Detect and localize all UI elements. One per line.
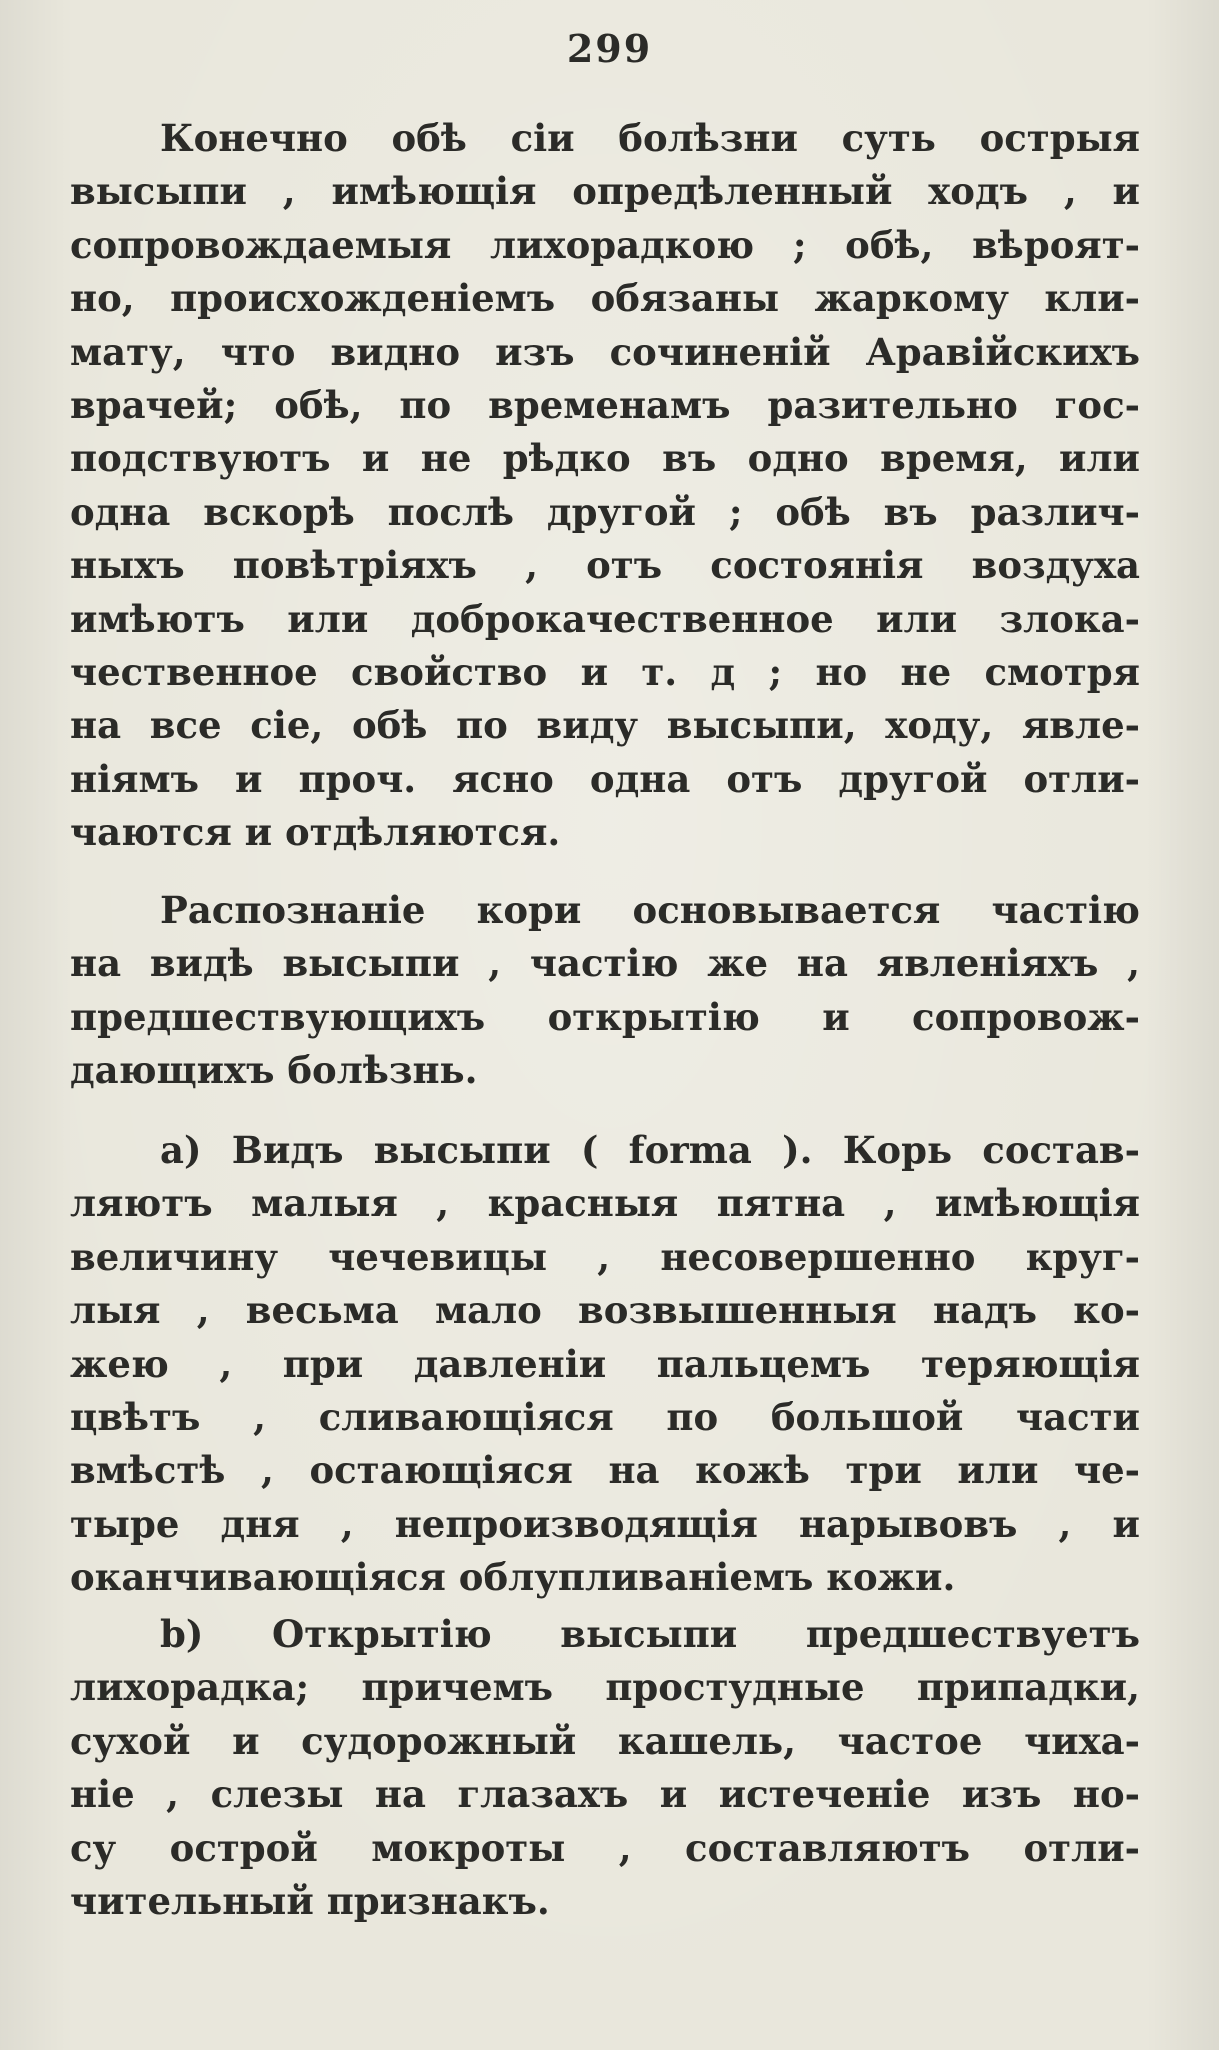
text-line: b) Открытію высыпи предшествуетъ — [160, 1612, 1140, 1656]
text-line: величину чечевицы , несовершенно круг- — [70, 1234, 1140, 1279]
text-line: вмѣстѣ , остающіяся на кожѣ три или че- — [70, 1448, 1140, 1493]
text-line: оканчивающіяся облупливаніемъ кожи. — [70, 1555, 956, 1600]
text-line: на все сіе, обѣ по виду высыпи, ходу, явле- — [70, 703, 1140, 748]
text-line: ніямъ и проч. ясно одна отъ другой отли- — [70, 756, 1140, 801]
text-line: мату, что видно изъ сочиненій Аравійскихъ — [70, 329, 1140, 374]
text-line: цвѣтъ , сливающіяся по большой части — [70, 1394, 1140, 1439]
paragraph-1 — [70, 112, 1140, 859]
text-line: тыре дня , непроизводящія нарывовъ , и — [70, 1501, 1140, 1546]
text-line: подствуютъ и не рѣдко въ одно время, или — [70, 436, 1140, 481]
text-line: имѣютъ или доброкачественное или злока- — [70, 596, 1140, 641]
paragraph-3 — [70, 1124, 1140, 1605]
text-line: но, происхожденіемъ обязаны жаркому кли- — [70, 276, 1140, 321]
text-line: сухой и судорожный кашель, частое чиха- — [70, 1718, 1140, 1763]
text-line: на видѣ высыпи , частію же на явленіяхъ , — [70, 941, 1140, 986]
text-line: Распознаніе кори основывается частію — [160, 888, 1140, 932]
text-line: предшествующихъ открытію и сопровож- — [70, 994, 1140, 1039]
text-line: ляютъ малыя , красныя пятна , имѣющія — [70, 1181, 1140, 1226]
text-line: одна вскорѣ послѣ другой ; обѣ въ различ- — [70, 489, 1140, 534]
text-line: высыпи , имѣющія опредѣленный ходъ , и — [70, 169, 1140, 214]
text-line: ныхъ повѣтріяхъ , отъ состоянія воздуха — [70, 543, 1140, 588]
text-line: чественное свойство и т. д ; но не смотря — [70, 649, 1140, 694]
text-line: лыя , весьма мало возвышенныя надъ ко- — [70, 1288, 1140, 1333]
text-line: Конечно обѣ сіи болѣзни суть острыя — [160, 116, 1140, 160]
text-line: сопровождаемыя лихорадкою ; обѣ, вѣроят- — [70, 222, 1140, 267]
text-line: ніе , слезы на глазахъ и истеченіе изъ но- — [70, 1772, 1140, 1817]
text-line: чаются и отдѣляются. — [70, 810, 561, 855]
text-line: врачей; обѣ, по временамъ разительно гос- — [70, 382, 1140, 427]
text-line: чительный признакъ. — [70, 1878, 550, 1923]
text-line: a) Видъ высыпи ( forma ). Корь состав- — [160, 1128, 1140, 1172]
paragraph-2 — [70, 884, 1140, 1098]
text-line: дающихъ болѣзнь. — [70, 1048, 478, 1093]
paragraph-4 — [70, 1608, 1140, 1928]
page-number: 299 — [566, 26, 653, 71]
text-line: лихорадка; причемъ простудные припадки, — [70, 1665, 1140, 1710]
text-line: су острой мокроты , составляютъ отли- — [70, 1825, 1140, 1870]
text-line: жею , при давленіи пальцемъ теряющія — [70, 1341, 1140, 1386]
